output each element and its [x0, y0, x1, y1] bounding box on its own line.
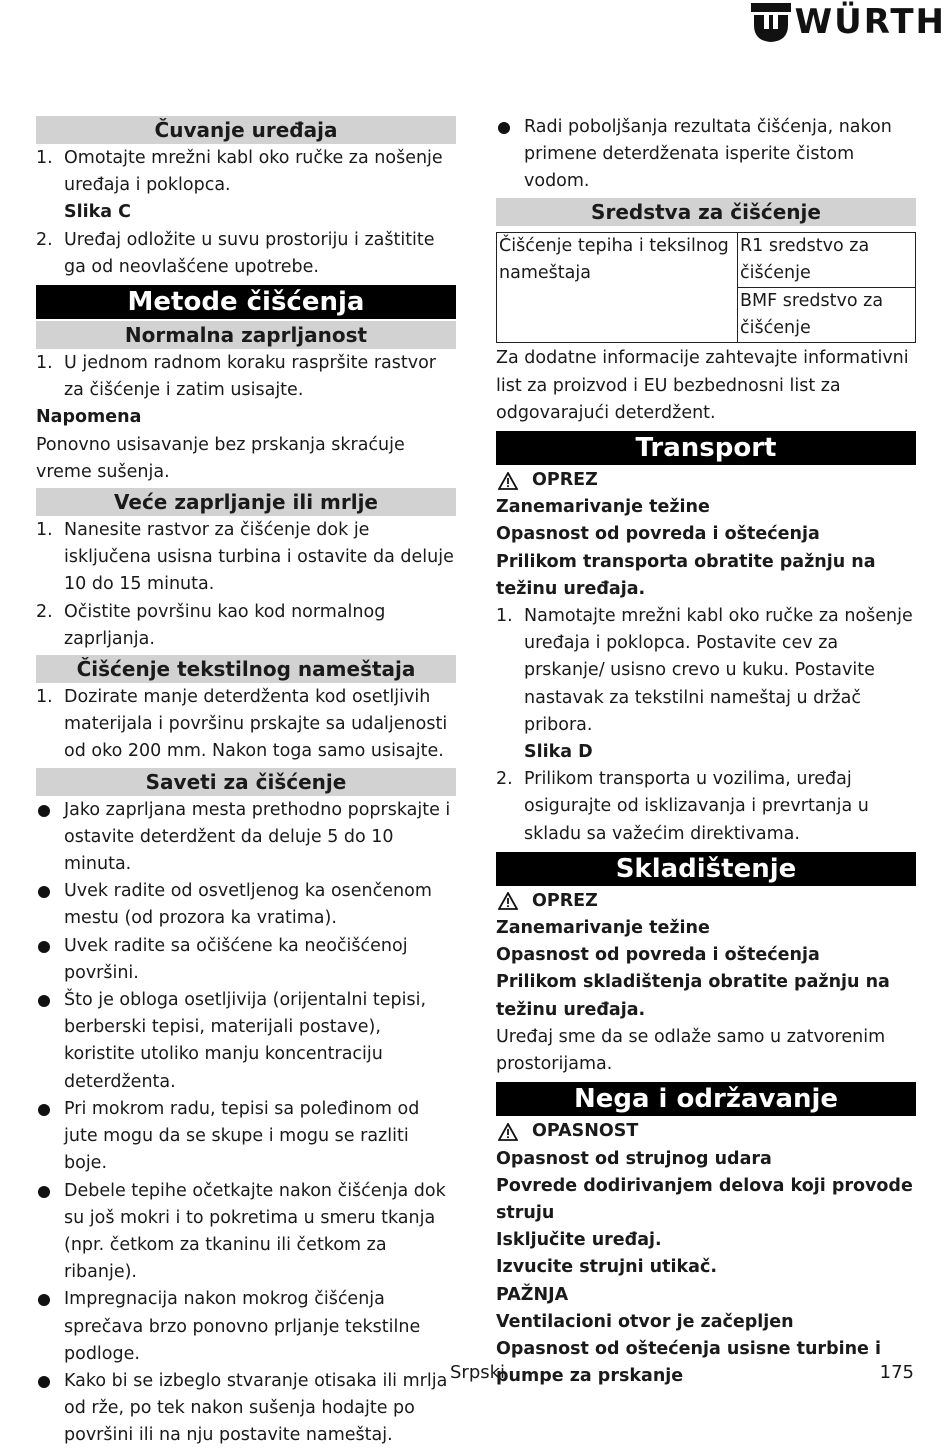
bullet-icon — [36, 987, 64, 1096]
bullet-item: Jako zaprljana mesta prethodno poprskajte i ostavite deterdžent da deluje 5 do 10 minuta. — [36, 797, 456, 879]
warning-triangle-icon — [498, 892, 518, 910]
cleaning-agents-table — [496, 232, 916, 344]
section-heading-transport: Transport — [496, 431, 916, 465]
list-item: 1. Omotajte mrežni kabl oko ručke za nošenje uređaja i poklopca. — [36, 148, 443, 196]
list-item: 1. Dozirate manje deterdženta kod osetljivih materijala i površinu prskajte sa udaljenosti od oko 200 mm. Nakon toga samo usisajte. — [36, 687, 448, 762]
warning-triangle-icon — [498, 472, 518, 490]
warning-line: Zanemarivanje težine — [496, 497, 710, 518]
warning-line: Prilikom skladištenja obratite pažnju na težinu uređaja. — [496, 972, 890, 1020]
table-cell-agent: BMF sredstvo za čišćenje — [738, 288, 916, 343]
list-item: 1. Namotajte mrežni kabl oko ručke za nošenje uređaja i poklopca. Postavite cev za prskanje/ usisno crevo u kuku. Postavite nastavak za tekstilni nameštaj u držač pribora. — [496, 606, 913, 735]
section-heading-storage-device: Čuvanje uređaja — [36, 116, 456, 144]
list-item: 2. Prilikom transporta u vozilima, uređaj osigurajte od isklizavanja i prevrtanja u skladu sa važećim direktivama. — [496, 769, 869, 844]
note-title: Napomena — [36, 407, 142, 428]
note-text: Ponovno usisavanje bez prskanja skraćuje vreme sušenja. — [36, 434, 405, 482]
warning-line: Opasnost od strujnog udara — [496, 1148, 772, 1169]
warning-line: Zanemarivanje težine — [496, 918, 710, 939]
bullet-item: Uvek radite sa očišćene ka neočišćenoj površini. — [36, 933, 456, 987]
wurth-mark-icon — [751, 1, 791, 43]
table-cell-agent: R1 sredstvo za čišćenje — [738, 232, 916, 287]
warning-line: Opasnost od oštećenja usisne turbine i pumpe za prskanje — [496, 1338, 882, 1387]
figure-reference: Slika D — [524, 742, 593, 763]
warning-line: Povrede dodirivanjem delova koji provode struju — [496, 1175, 913, 1223]
bullet-item: Kako bi se izbeglo stvaranje otisaka ili mrlja od rže, po tek nakon sušenja hodajte po površini ili na nju postavite nameštaj. — [36, 1368, 456, 1450]
bullet-item: Debele tepihe očetkajte nakon čišćenja dok su još mokri i to pokretima u smeru tkanja (npr. četkom za tkaninu ili četkom za ribanje). — [36, 1178, 456, 1287]
storage-text: Uređaj sme da se odlaže samo u zatvorenim prostorijama. — [496, 1026, 886, 1075]
bullet-icon — [36, 1178, 64, 1287]
warning-line: Isključite uređaj. — [496, 1230, 662, 1251]
subheading-upholstery-cleaning: Čišćenje tekstilnog nameštaja — [36, 655, 456, 683]
brand-name: WÜRTH — [794, 2, 946, 42]
subheading-normal-soiling: Normalna zaprljanost — [36, 321, 456, 349]
info-text: Za dodatne informacije zahtevajte informativni list za proizvod i EU bezbednosni list za odgovarajući deterdžent. — [496, 348, 909, 423]
bullet-item: Impregnacija nakon mokrog čišćenja sprečava brzo ponovno prljanje tekstilne podloge. — [36, 1286, 456, 1368]
warning-line: Prilikom transporta obratite pažnju na težinu uređaja. — [496, 551, 876, 599]
subheading-cleaning-agents: Sredstva za čišćenje — [496, 198, 916, 226]
bullet-icon — [36, 1096, 64, 1178]
warning-line: Ventilacioni otvor je začepljen — [496, 1311, 794, 1332]
right-column — [496, 114, 916, 1390]
bullet-icon — [36, 933, 64, 987]
bullet-item: Pri mokrom radu, tepisi sa poleđinom od jute mogu da se skupe i mogu se razliti boje. — [36, 1096, 456, 1178]
footer-language: Srpski — [450, 1362, 506, 1383]
list-item: 1. Nanesite rastvor za čišćenje dok je isključena usisna turbina i ostavite da deluje 10 do 15 minuta. — [36, 520, 454, 595]
danger-signal: OPASNOST — [496, 1118, 916, 1145]
bullet-item: Uvek radite od osvetljenog ka osenčenom mestu (od prozora ka vratima). — [36, 878, 456, 932]
warning-signal: OPREZ — [496, 888, 916, 915]
brand-logo — [751, 0, 946, 44]
warning-line: Opasnost od povreda i oštećenja — [496, 524, 820, 545]
warning-triangle-icon — [498, 1123, 518, 1141]
warning-signal: OPREZ — [496, 467, 916, 494]
list-item: 1. U jednom radnom koraku raspršite rastvor za čišćenje i zatim usisajte. — [36, 353, 437, 401]
list-item: 2. Očistite površinu kao kod normalnog zaprljanja. — [36, 601, 386, 649]
section-heading-storage: Skladištenje — [496, 852, 916, 886]
left-column — [36, 114, 456, 1450]
subheading-heavy-soiling: Veće zaprljanje ili mrlje — [36, 488, 456, 516]
bullet-item: Što je obloga osetljivija (orijentalni tepisi, berberski tepisi, materijali postave), koristite utoliko manju koncentraciju deterdženta. — [36, 987, 456, 1096]
bullet-item: Radi poboljšanja rezultata čišćenja, nakon primene deterdženata isperite čistom vodom. — [496, 114, 916, 196]
warning-line: Izvucite strujni utikač. — [496, 1257, 717, 1278]
figure-reference: Slika C — [64, 202, 131, 223]
bullet-icon — [496, 114, 524, 196]
bullet-icon — [36, 1286, 64, 1368]
warning-line: Opasnost od povreda i oštećenja — [496, 945, 820, 966]
bullet-icon — [36, 1368, 64, 1450]
bullet-icon — [36, 797, 64, 879]
subheading-cleaning-tips: Saveti za čišćenje — [36, 768, 456, 796]
page-number: 175 — [879, 1362, 914, 1383]
table-cell-use: Čišćenje tepiha i teksilnog nameštaja — [497, 232, 738, 343]
section-heading-care-maintenance: Nega i održavanje — [496, 1082, 916, 1116]
list-item: 2. Uređaj odložite u suvu prostoriju i zaštitite ga od neovlašćene upotrebe. — [36, 229, 435, 277]
section-heading-cleaning-methods: Metode čišćenja — [36, 285, 456, 319]
notice-signal: PAŽNJA — [496, 1284, 569, 1305]
bullet-icon — [36, 878, 64, 932]
